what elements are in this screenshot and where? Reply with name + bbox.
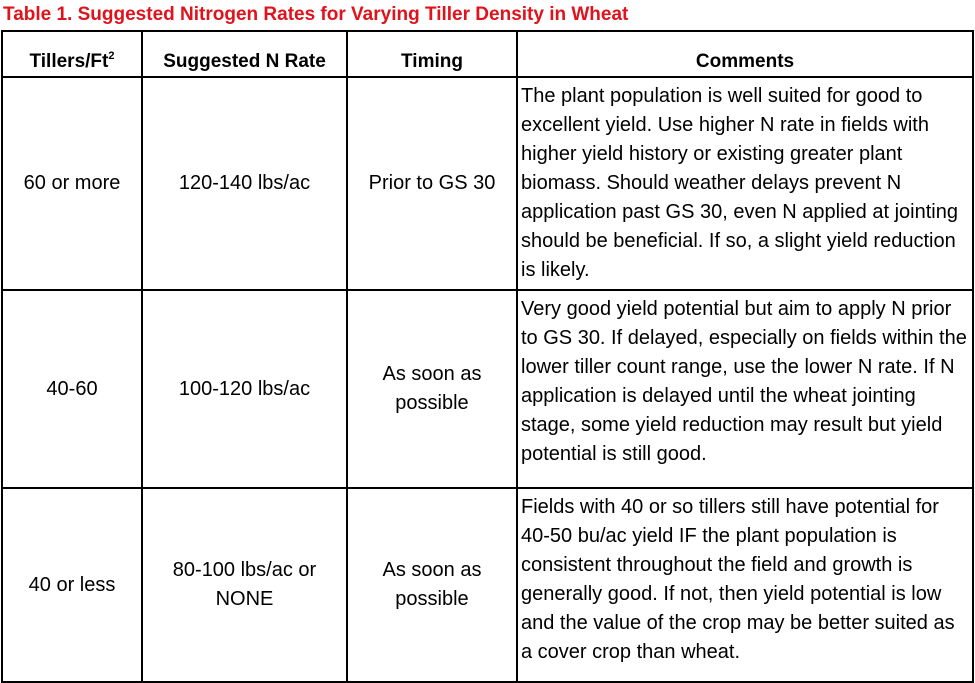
cell-rate-line: 80-100 lbs/ac or [172, 559, 317, 581]
cell-timing [347, 290, 517, 488]
cell-rate [142, 488, 347, 682]
cell-timing [347, 488, 517, 682]
table-caption: Table 1. Suggested Nitrogen Rates for Varying Tiller Density in Wheat [3, 4, 629, 25]
header-comments: Comments [517, 31, 973, 77]
header-row [2, 31, 973, 77]
cell-tillers: 40 or less [2, 488, 142, 682]
table-row [2, 488, 973, 682]
header-rate: Suggested N Rate [142, 31, 347, 77]
cell-comment: Very good yield potential but aim to apply N prior to GS 30. If delayed, especially on fields within the lower tiller count range, use the lower N rate. If N application is delayed until the wheat jointing stage, some yield reduction may result but yield potential is still good. [517, 290, 973, 488]
cell-timing-line: possible [395, 392, 469, 414]
cell-timing [347, 77, 517, 290]
table-row [2, 77, 973, 290]
cell-rate-line: 120-140 lbs/ac [178, 172, 311, 194]
cell-tillers: 60 or more [2, 77, 142, 290]
nitrogen-rate-table [1, 30, 974, 683]
cell-rate [142, 290, 347, 488]
cell-rate-line: 100-120 lbs/ac [178, 377, 311, 400]
cell-comment: Fields with 40 or so tillers still have potential for 40-50 bu/ac yield IF the plant population is consistent throughout the field and growth is generally good. If not, then yield potential is low and the value of the crop may be better suited as a cover crop than wheat. [517, 488, 973, 682]
cell-timing-line: As soon as [382, 363, 482, 385]
table-row [2, 290, 973, 488]
cell-timing-line: Prior to GS 30 [368, 172, 496, 194]
cell-timing-line: possible [395, 588, 469, 610]
cell-rate-line: NONE [215, 588, 274, 610]
header-tillers-label: Tillers/Ft [29, 51, 109, 72]
cell-tillers: 40-60 [2, 290, 142, 488]
cell-rate [142, 77, 347, 290]
header-tillers-superscript: 2 [108, 50, 115, 62]
header-tillers [2, 31, 142, 77]
cell-comment: The plant population is well suited for good to excellent yield. Use higher N rate in fields with higher yield history or existing greater plant biomass. Should weather delays prevent N application past GS 30, even N applied at jointing should be beneficial. If so, a slight yield reduction is likely. [517, 77, 973, 290]
header-timing: Timing [347, 31, 517, 77]
cell-timing-line: As soon as [382, 559, 482, 581]
